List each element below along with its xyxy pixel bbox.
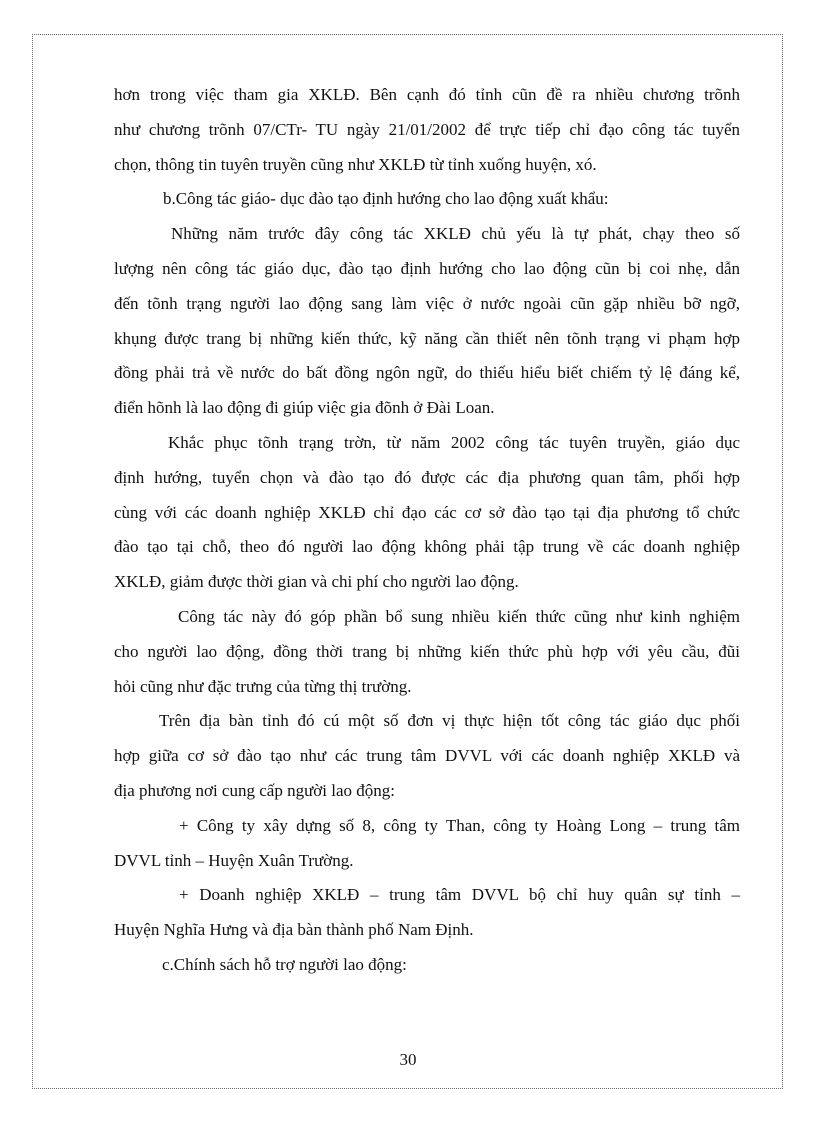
text-line: đồng phải trả về nước do bất đồng ngôn ngữ, do thiếu hiểu biết chiếm tỷ lệ đáng kể, — [114, 363, 740, 383]
text-line: DVVL tỉnh – Huyện Xuân Trường. — [114, 850, 354, 870]
text-line: lượng nên công tác giáo dục, đào tạo định hướng cho lao động cũn bị coi nhẹ, dẫn — [114, 258, 740, 278]
text-line: đào tạo tại chỗ, theo đó người lao động không phải tập trung về các doanh nghiệp — [114, 537, 740, 557]
text-line: Huyện Nghĩa Hưng và địa bàn thành phố Nam Định. — [114, 920, 474, 940]
text-line: hỏi cũng như đặc trưng của từng thị trường. — [114, 676, 412, 696]
text-line: cùng với các doanh nghiệp XKLĐ chỉ đạo các cơ sở đào tạo tại địa phương tổ chức — [114, 502, 740, 522]
text-line: + Công ty xây dựng số 8, công ty Than, công ty Hoàng Long – trung tâm — [179, 815, 740, 835]
text-line: Công tác này đó góp phần bổ sung nhiều kiến thức cũng như kinh nghiệm — [178, 606, 740, 626]
text-line: hơn trong việc tham gia XKLĐ. Bên cạnh đó tỉnh cũn đề ra nhiều chương trõnh — [114, 85, 740, 104]
text-line: cho người lao động, đồng thời trang bị những kiến thức phù hợp với yêu cầu, đũi — [114, 641, 740, 661]
page-number: 30 — [399, 1050, 417, 1069]
text-line: + Doanh nghiệp XKLĐ – trung tâm DVVL bộ chỉ huy quân sự tỉnh – — [179, 885, 740, 905]
text-line: khụng được trang bị những kiến thức, kỹ năng cần thiết nên tõnh trạng vi phạm hợp — [114, 328, 740, 348]
text-line: điển hõnh là lao động đi giúp việc gia đõnh ở Đài Loan. — [114, 398, 495, 418]
text-line: b.Công tác giáo- dục đào tạo định hướng cho lao động xuất khẩu: — [163, 189, 609, 209]
document-body — [114, 78, 740, 983]
text-line: định hướng, tuyển chọn và đào tạo đó được các địa phương quan tâm, phối hợp — [114, 467, 740, 487]
text-line: XKLĐ, giảm được thời gian và chi phí cho người lao động. — [114, 572, 519, 592]
text-line: địa phương nơi cung cấp người lao động: — [114, 780, 395, 800]
text-line: hợp giữa cơ sở đào tạo như các trung tâm DVVL với các doanh nghiệp XKLĐ và — [114, 746, 740, 766]
text-line: Trên địa bàn tỉnh đó cú một số đơn vị thực hiện tốt công tác giáo dục phối — [159, 711, 740, 731]
text-line: chọn, thông tin tuyên truyền cũng như XKLĐ từ tỉnh xuống huyện, xó. — [114, 154, 597, 174]
text-line: c.Chính sách hỗ trợ người lao động: — [162, 954, 407, 974]
text-line: Những năm trước đây công tác XKLĐ chủ yếu là tự phát, chạy theo số — [171, 224, 740, 244]
text-line: đến tõnh trạng người lao động sang làm việc ở nước ngoài cũn gặp nhiều bỡ ngỡ, — [114, 293, 740, 313]
text-line: như chương trõnh 07/CTr- TU ngày 21/01/2002 để trực tiếp chỉ đạo công tác tuyển — [114, 119, 740, 139]
text-line: Khắc phục tõnh trạng trờn, từ năm 2002 công tác tuyên truyền, giáo dục — [168, 432, 740, 452]
